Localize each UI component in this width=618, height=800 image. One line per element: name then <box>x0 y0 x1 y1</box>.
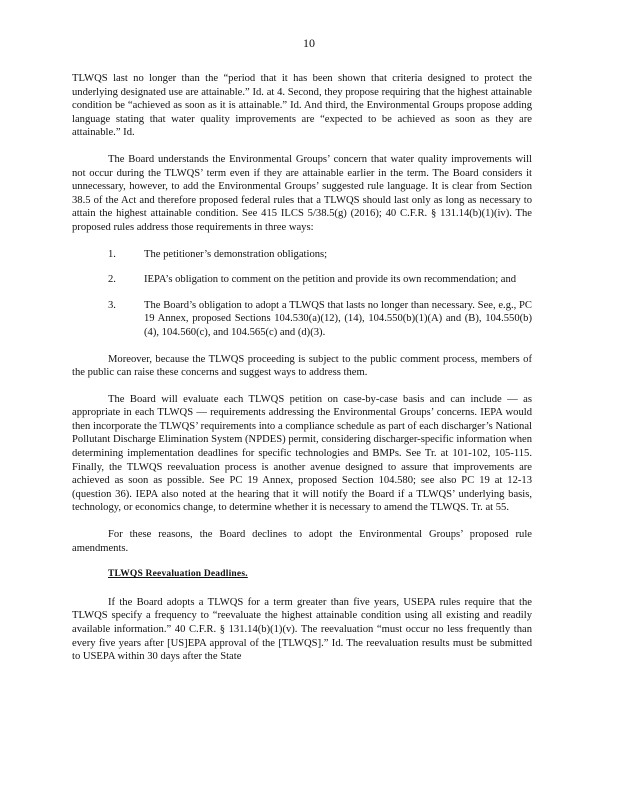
list-item <box>72 248 532 262</box>
paragraph: The Board will evaluate each TLWQS petition on case-by-case basis and can include — as appropriate in each TLWQS — requirements addressing the Environmental Groups’ concerns. IEPA would then incorporate the TLWQS’ requirements into a compliance schedule as part of each discharger’s National Pollutant Discharge Elimination System (NPDES) permit, considering discharger-specific information when determining implementation deadlines for specific technologies and BMPs. See Tr. at 101-102, 105-115. Finally, the TLWQS reevaluation process is another avenue designed to assure that improvements are achieved as soon as possible. See PC 19 Annex, proposed Section 104.580; see also PC 19 at 12-13 (question 36). IEPA also noted at the hearing that it will notify the Board if a TLWQS’ underlying basis, technology, or economics change, to determine whether it is necessary to amend the TLWQS. Tr. at 55. <box>72 393 532 514</box>
list-item <box>72 273 532 287</box>
paragraph: The Board understands the Environmental Groups’ concern that water quality improvements will not occur during the TLWQS’ term even if they are attainable earlier in the term. The Board considers it unnecessary, however, to add the Environmental Groups’ suggested rule language. It is clear from Section 38.5 of the Act and therefore proposed federal rules that a TLWQS should last only as long as necessary to attain the highest attainable condition. See 415 ILCS 5/38.5(g) (2016); 40 C.F.R. § 131.14(b)(1)(iv). The proposed rules address those requirements in three ways: <box>72 153 532 233</box>
section-heading: TLWQS Reevaluation Deadlines. <box>108 569 248 580</box>
paragraph: Moreover, because the TLWQS proceeding is subject to the public comment process, members of the public can raise these concerns and suggest ways to address them. <box>72 353 532 379</box>
list-number: 1. <box>108 248 116 260</box>
list-number: 3. <box>108 299 116 311</box>
list-text: The petitioner’s demonstration obligations; <box>144 248 328 260</box>
list-text: The Board’s obligation to adopt a TLWQS that lasts no longer than necessary. See, e.g., PC 19 Annex, proposed Sections 104.530(a)(12), (14), 104.550(b)(1)(A) and (B), 104.550(b)(4), 104.560(c), and 104.565(c) and (d)(3). <box>144 299 532 338</box>
list-item <box>72 299 532 340</box>
paragraph: If the Board adopts a TLWQS for a term greater than five years, USEPA rules require that the TLWQS specify a frequency to “reevaluate the highest attainable condition using all existing and readily available information.” 40 C.F.R. § 131.14(b)(1)(v). The reevaluation “must occur no less frequently than every five years after [US]EPA approval of the [TLWQS].” Id. The reevaluation results must be submitted to USEPA within 30 days after the State <box>72 596 532 663</box>
list-number: 2. <box>108 274 116 286</box>
list-text: IEPA’s obligation to comment on the petition and provide its own recommendation; and <box>144 274 517 286</box>
page-number: 10 <box>303 36 315 50</box>
numbered-list <box>72 248 532 340</box>
paragraph: For these reasons, the Board declines to adopt the Environmental Groups’ proposed rule amendments. <box>72 529 532 554</box>
body-text <box>72 72 532 677</box>
paragraph: TLWQS last no longer than the “period that it has been shown that criteria designed to protect the underlying designated use are attainable.” Id. at 4. Second, they propose requiring that the highest attainable condition be “achieved as soon as it is attainable.” Id. And third, the Environmental Groups propose adding language stating that water quality improvements are “expected to be achieved as soon as they are attainable.” Id. <box>72 73 532 139</box>
